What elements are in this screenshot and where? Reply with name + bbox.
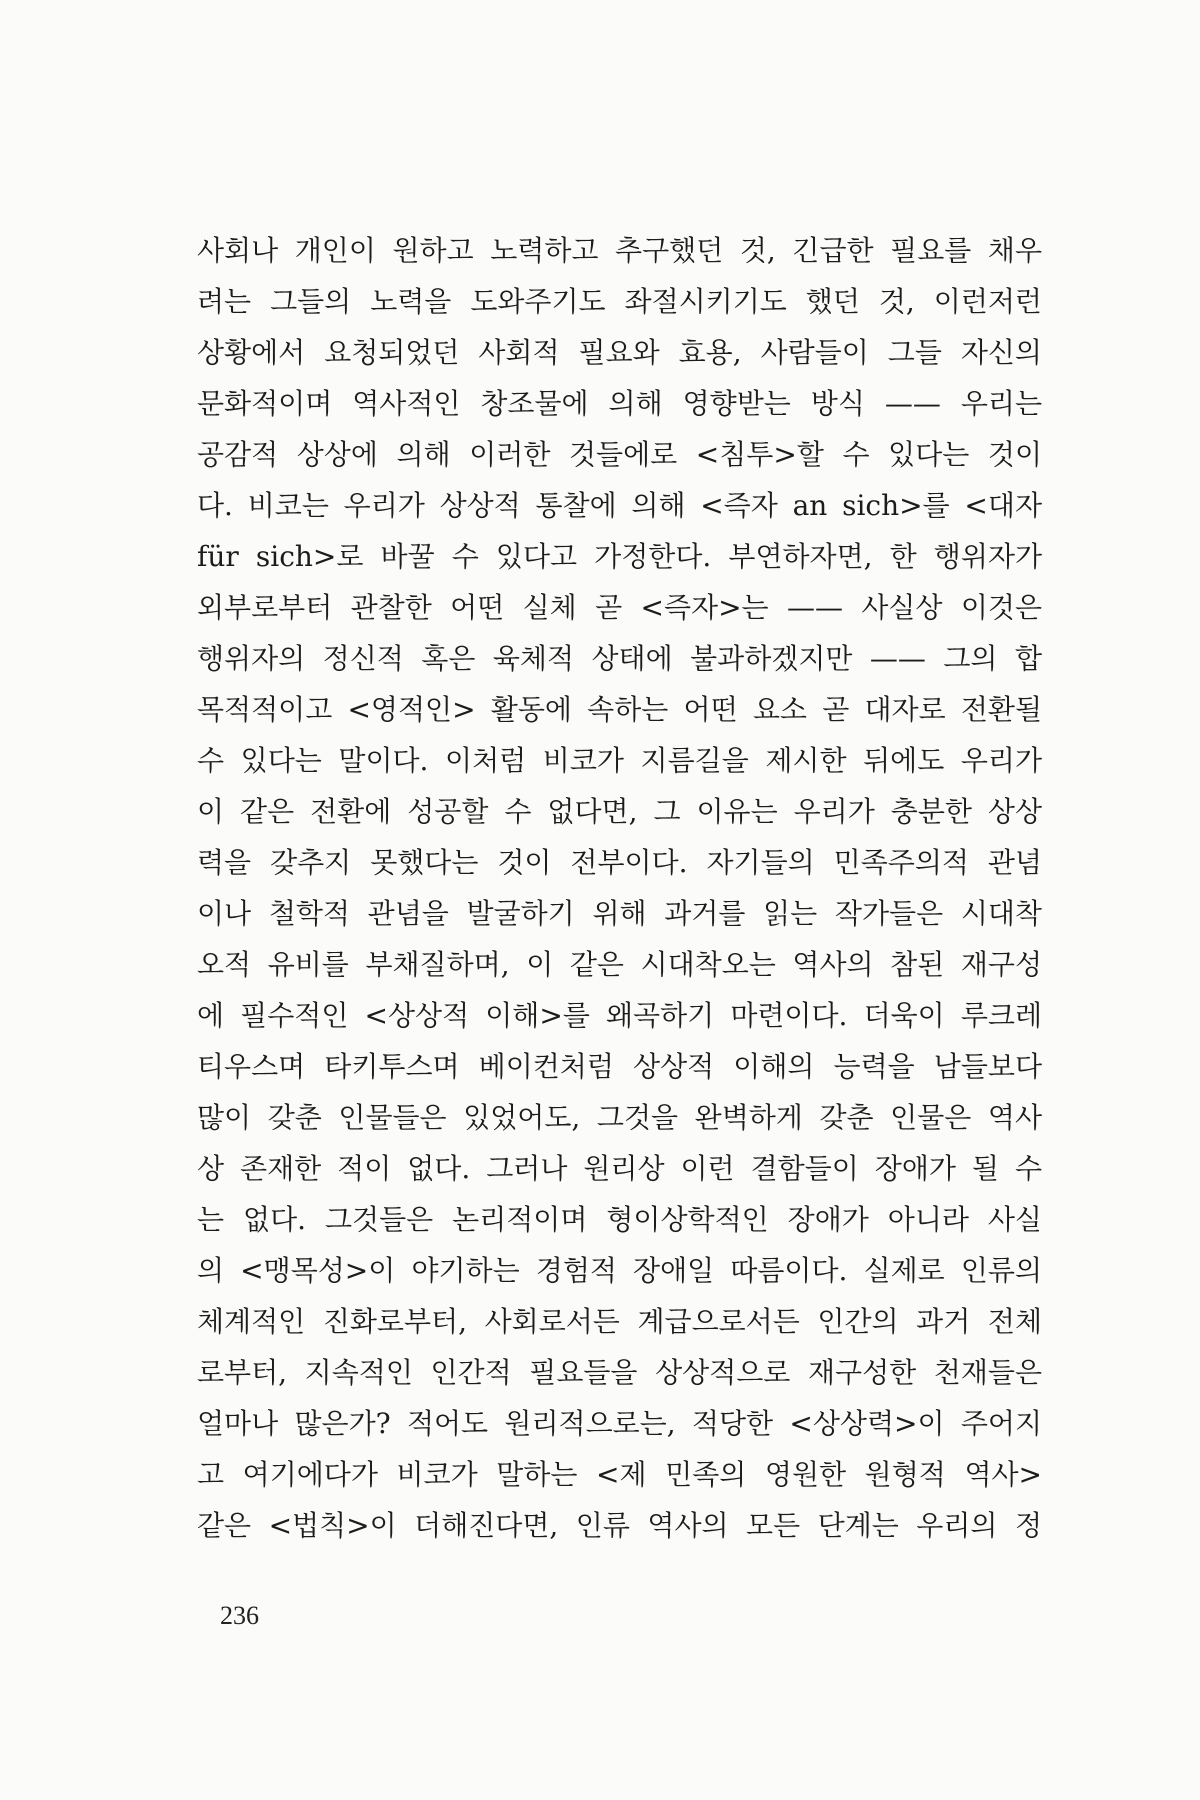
text-line: für sich>로 바꿀 수 있다고 가정한다. 부연하자면, 한 행위자가 [197,540,1042,573]
text-line: 티우스며 타키투스며 베이컨처럼 상상적 이해의 능력을 남들보다 [197,1050,1042,1083]
text-line: 이나 철학적 관념을 발굴하기 위해 과거를 읽는 작가들은 시대착 [197,897,1042,930]
text-line: 공감적 상상에 의해 이러한 것들에로 <침투>할 수 있다는 것이 [197,438,1042,471]
text-line: 수 있다는 말이다. 이처럼 비코가 지름길을 제시한 뒤에도 우리가 [197,744,1042,777]
text-line: 는 없다. 그것들은 논리적이며 형이상학적인 장애가 아니라 사실 [197,1203,1042,1236]
text-line: 에 필수적인 <상상적 이해>를 왜곡하기 마련이다. 더욱이 루크레 [197,999,1042,1032]
text-line: 다. 비코는 우리가 상상적 통찰에 의해 <즉자 an sich>를 <대자 [197,489,1042,522]
text-line: 사회나 개인이 원하고 노력하고 추구했던 것, 긴급한 필요를 채우 [197,234,1042,267]
text-line: 외부로부터 관찰한 어떤 실체 곧 <즉자>는 —— 사실상 이것은 [197,591,1042,624]
text-line: 상 존재한 적이 없다. 그러나 원리상 이런 결함들이 장애가 될 수 [197,1152,1042,1185]
text-line: 목적적이고 <영적인> 활동에 속하는 어떤 요소 곧 대자로 전환될 [197,693,1042,726]
text-line: 오적 유비를 부채질하며, 이 같은 시대착오는 역사의 참된 재구성 [197,948,1042,981]
text-line: 많이 갖춘 인물들은 있었어도, 그것을 완벽하게 갖춘 인물은 역사 [197,1101,1042,1134]
body-text [197,225,1042,1551]
text-line: 려는 그들의 노력을 도와주기도 좌절시키기도 했던 것, 이런저런 [197,285,1042,318]
text-line: 력을 갖추지 못했다는 것이 전부이다. 자기들의 민족주의적 관념 [197,846,1042,879]
text-line: 얼마나 많은가? 적어도 원리적으로는, 적당한 <상상력>이 주어지 [197,1407,1042,1440]
text-line: 상황에서 요청되었던 사회적 필요와 효용, 사람들이 그들 자신의 [197,336,1042,369]
text-line: 행위자의 정신적 혹은 육체적 상태에 불과하겠지만 —— 그의 합 [197,642,1042,675]
text-line: 로부터, 지속적인 인간적 필요들을 상상적으로 재구성한 천재들은 [197,1356,1042,1389]
text-line: 의 <맹목성>이 야기하는 경험적 장애일 따름이다. 실제로 인류의 [197,1254,1042,1287]
text-line: 문화적이며 역사적인 창조물에 의해 영향받는 방식 —— 우리는 [197,387,1042,420]
text-line: 이 같은 전환에 성공할 수 없다면, 그 이유는 우리가 충분한 상상 [197,795,1042,828]
text-line: 고 여기에다가 비코가 말하는 <제 민족의 영원한 원형적 역사> [197,1458,1042,1491]
text-line: 체계적인 진화로부터, 사회로서든 계급으로서든 인간의 과거 전체 [197,1305,1042,1338]
text-line: 같은 <법칙>이 더해진다면, 인류 역사의 모든 단계는 우리의 정 [197,1509,1042,1542]
page-number: 236 [220,1601,259,1630]
